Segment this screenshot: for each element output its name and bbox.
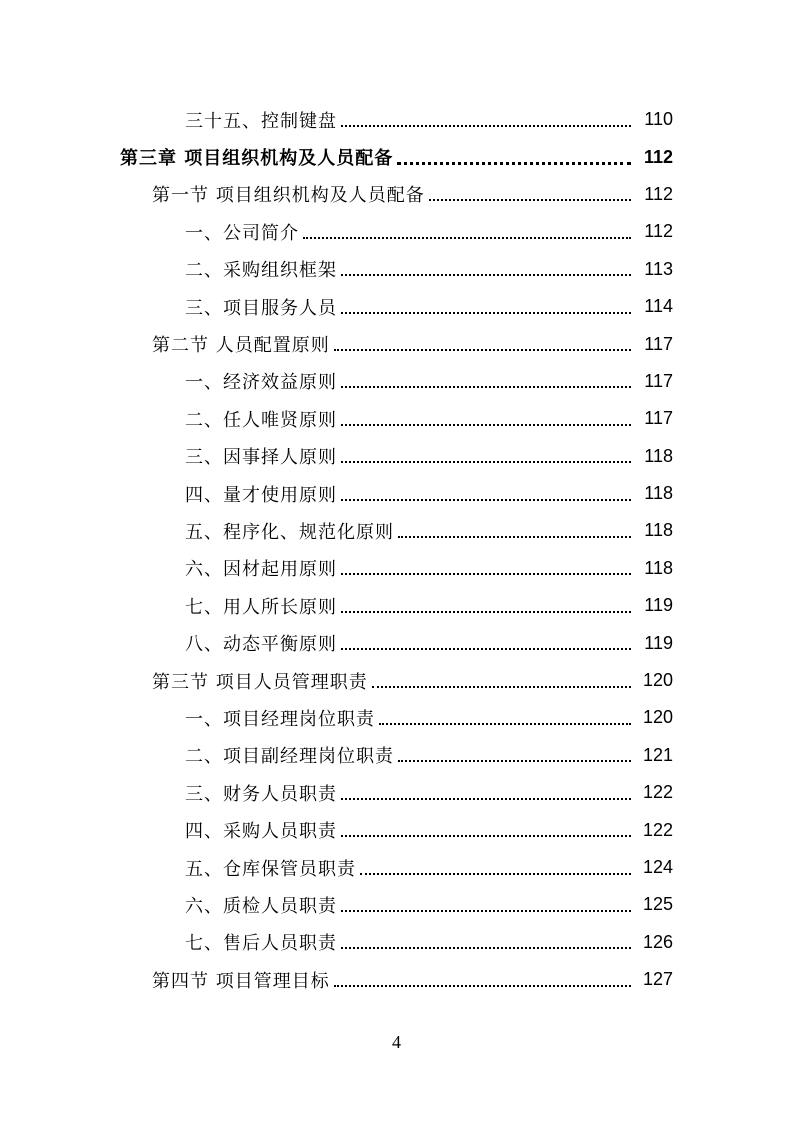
dot-leader — [341, 294, 631, 314]
toc-item-entry[interactable] — [0, 288, 793, 325]
toc-entry-page-number: 112 — [644, 221, 673, 242]
toc-entry-title: 六、因材起用原则 — [185, 559, 337, 581]
toc-item-entry[interactable] — [0, 101, 793, 138]
toc-entry-page-number: 126 — [642, 931, 673, 952]
toc-entry-page-number: 125 — [642, 894, 673, 915]
toc-entry-title: 三、项目服务人员 — [185, 297, 337, 319]
dot-leader — [334, 967, 631, 987]
toc-entry-title: 第一节 项目组织机构及人员配备 — [152, 185, 425, 207]
toc-entry-title: 三、因事择人原则 — [185, 447, 337, 469]
toc-entry-page-number: 121 — [642, 744, 673, 765]
toc-entry-page-number: 114 — [644, 296, 673, 317]
dot-leader — [341, 481, 631, 501]
dot-leader — [341, 630, 631, 650]
toc-entry-title: 一、经济效益原则 — [185, 372, 337, 394]
toc-entry-page-number: 117 — [644, 370, 673, 391]
toc-entry-page-number: 122 — [642, 782, 673, 803]
toc-entry-title: 八、动态平衡原则 — [185, 634, 337, 656]
toc-entry-title: 第二节 人员配置原则 — [152, 335, 330, 357]
toc-item-entry[interactable] — [0, 924, 793, 961]
toc-entry-title: 一、项目经理岗位职责 — [185, 708, 375, 730]
toc-entry-page-number: 112 — [643, 146, 673, 167]
dot-leader — [334, 331, 631, 351]
dot-leader — [429, 181, 631, 201]
toc-entry-page-number: 110 — [644, 109, 673, 130]
toc-entry-title: 第三节 项目人员管理职责 — [152, 671, 368, 693]
toc-entry-title: 五、仓库保管员职责 — [185, 858, 356, 880]
toc-item-entry[interactable] — [0, 587, 793, 624]
toc-entry-title: 五、程序化、规范化原则 — [185, 521, 394, 543]
toc-item-entry[interactable] — [0, 512, 793, 549]
toc-entry-page-number: 112 — [644, 183, 673, 204]
toc-entry-page-number: 120 — [642, 707, 673, 728]
toc-chapter-entry[interactable] — [0, 138, 793, 175]
toc-entry-page-number: 118 — [644, 445, 673, 466]
toc-entry-page-number: 124 — [642, 857, 673, 877]
dot-leader — [341, 892, 631, 912]
dot-leader — [398, 518, 631, 538]
toc-entry-page-number: 118 — [644, 557, 673, 578]
toc-entry-page-number: 118 — [644, 483, 673, 504]
toc-item-entry[interactable] — [0, 213, 793, 250]
toc-entry-title: 二、任人唯贤原则 — [185, 409, 337, 431]
dot-leader — [372, 668, 631, 688]
toc-entry-page-number: 118 — [644, 520, 673, 541]
toc-entry-title: 第四节 项目管理目标 — [152, 970, 330, 992]
dot-leader — [341, 817, 631, 837]
toc-entry-title: 二、项目副经理岗位职责 — [185, 746, 394, 768]
toc-entry-title: 四、量才使用原则 — [185, 484, 337, 506]
toc-item-entry[interactable] — [0, 438, 793, 475]
toc-item-entry[interactable] — [0, 774, 793, 811]
toc-entry-title: 七、售后人员职责 — [185, 933, 337, 955]
dot-leader — [341, 443, 631, 463]
toc-item-entry[interactable] — [0, 400, 793, 437]
dot-leader — [341, 593, 631, 613]
toc-entry-page-number: 119 — [644, 632, 673, 653]
toc-item-entry[interactable] — [0, 737, 793, 774]
dot-leader — [398, 742, 631, 762]
toc-entry-title: 六、质检人员职责 — [185, 895, 337, 917]
toc-entry-title: 三、财务人员职责 — [185, 783, 337, 805]
toc-section-entry[interactable] — [0, 662, 793, 699]
toc-entry-title: 四、采购人员职责 — [185, 821, 337, 843]
dot-leader — [341, 555, 631, 575]
toc-entry-page-number: 122 — [642, 819, 673, 840]
toc-section-entry[interactable] — [0, 325, 793, 362]
toc-item-entry[interactable] — [0, 886, 793, 923]
dot-leader — [341, 406, 631, 426]
toc-item-entry[interactable] — [0, 550, 793, 587]
toc-section-entry[interactable] — [0, 176, 793, 213]
dot-leader — [303, 219, 631, 239]
toc-entry-title: 三十五、控制键盘 — [185, 110, 337, 132]
dot-leader — [341, 256, 631, 276]
toc-entry-title: 二、采购组织框架 — [185, 260, 337, 282]
toc-item-entry[interactable] — [0, 475, 793, 512]
toc-entry-page-number: 117 — [644, 408, 673, 429]
table-of-contents — [0, 101, 793, 998]
toc-item-entry[interactable] — [0, 849, 793, 886]
dot-leader — [341, 107, 631, 127]
toc-entry-page-number: 113 — [644, 258, 673, 279]
dot-leader — [397, 144, 631, 165]
toc-entry-page-number: 117 — [644, 333, 673, 354]
toc-entry-page-number: 127 — [642, 969, 673, 990]
toc-section-entry[interactable] — [0, 961, 793, 998]
dot-leader — [379, 705, 631, 725]
toc-item-entry[interactable] — [0, 363, 793, 400]
toc-item-entry[interactable] — [0, 811, 793, 848]
dot-leader — [341, 780, 631, 800]
toc-item-entry[interactable] — [0, 624, 793, 661]
toc-entry-title: 七、用人所长原则 — [185, 596, 337, 618]
toc-entry-page-number: 119 — [644, 595, 673, 616]
toc-entry-page-number: 120 — [642, 670, 673, 691]
toc-entry-title: 第三章 项目组织机构及人员配备 — [120, 148, 394, 170]
toc-item-entry[interactable] — [0, 251, 793, 288]
toc-item-entry[interactable] — [0, 699, 793, 736]
page-number: 4 — [392, 1032, 401, 1052]
dot-leader — [341, 929, 631, 949]
toc-entry-title: 一、公司简介 — [185, 222, 299, 244]
dot-leader — [360, 855, 631, 875]
dot-leader — [341, 368, 631, 388]
